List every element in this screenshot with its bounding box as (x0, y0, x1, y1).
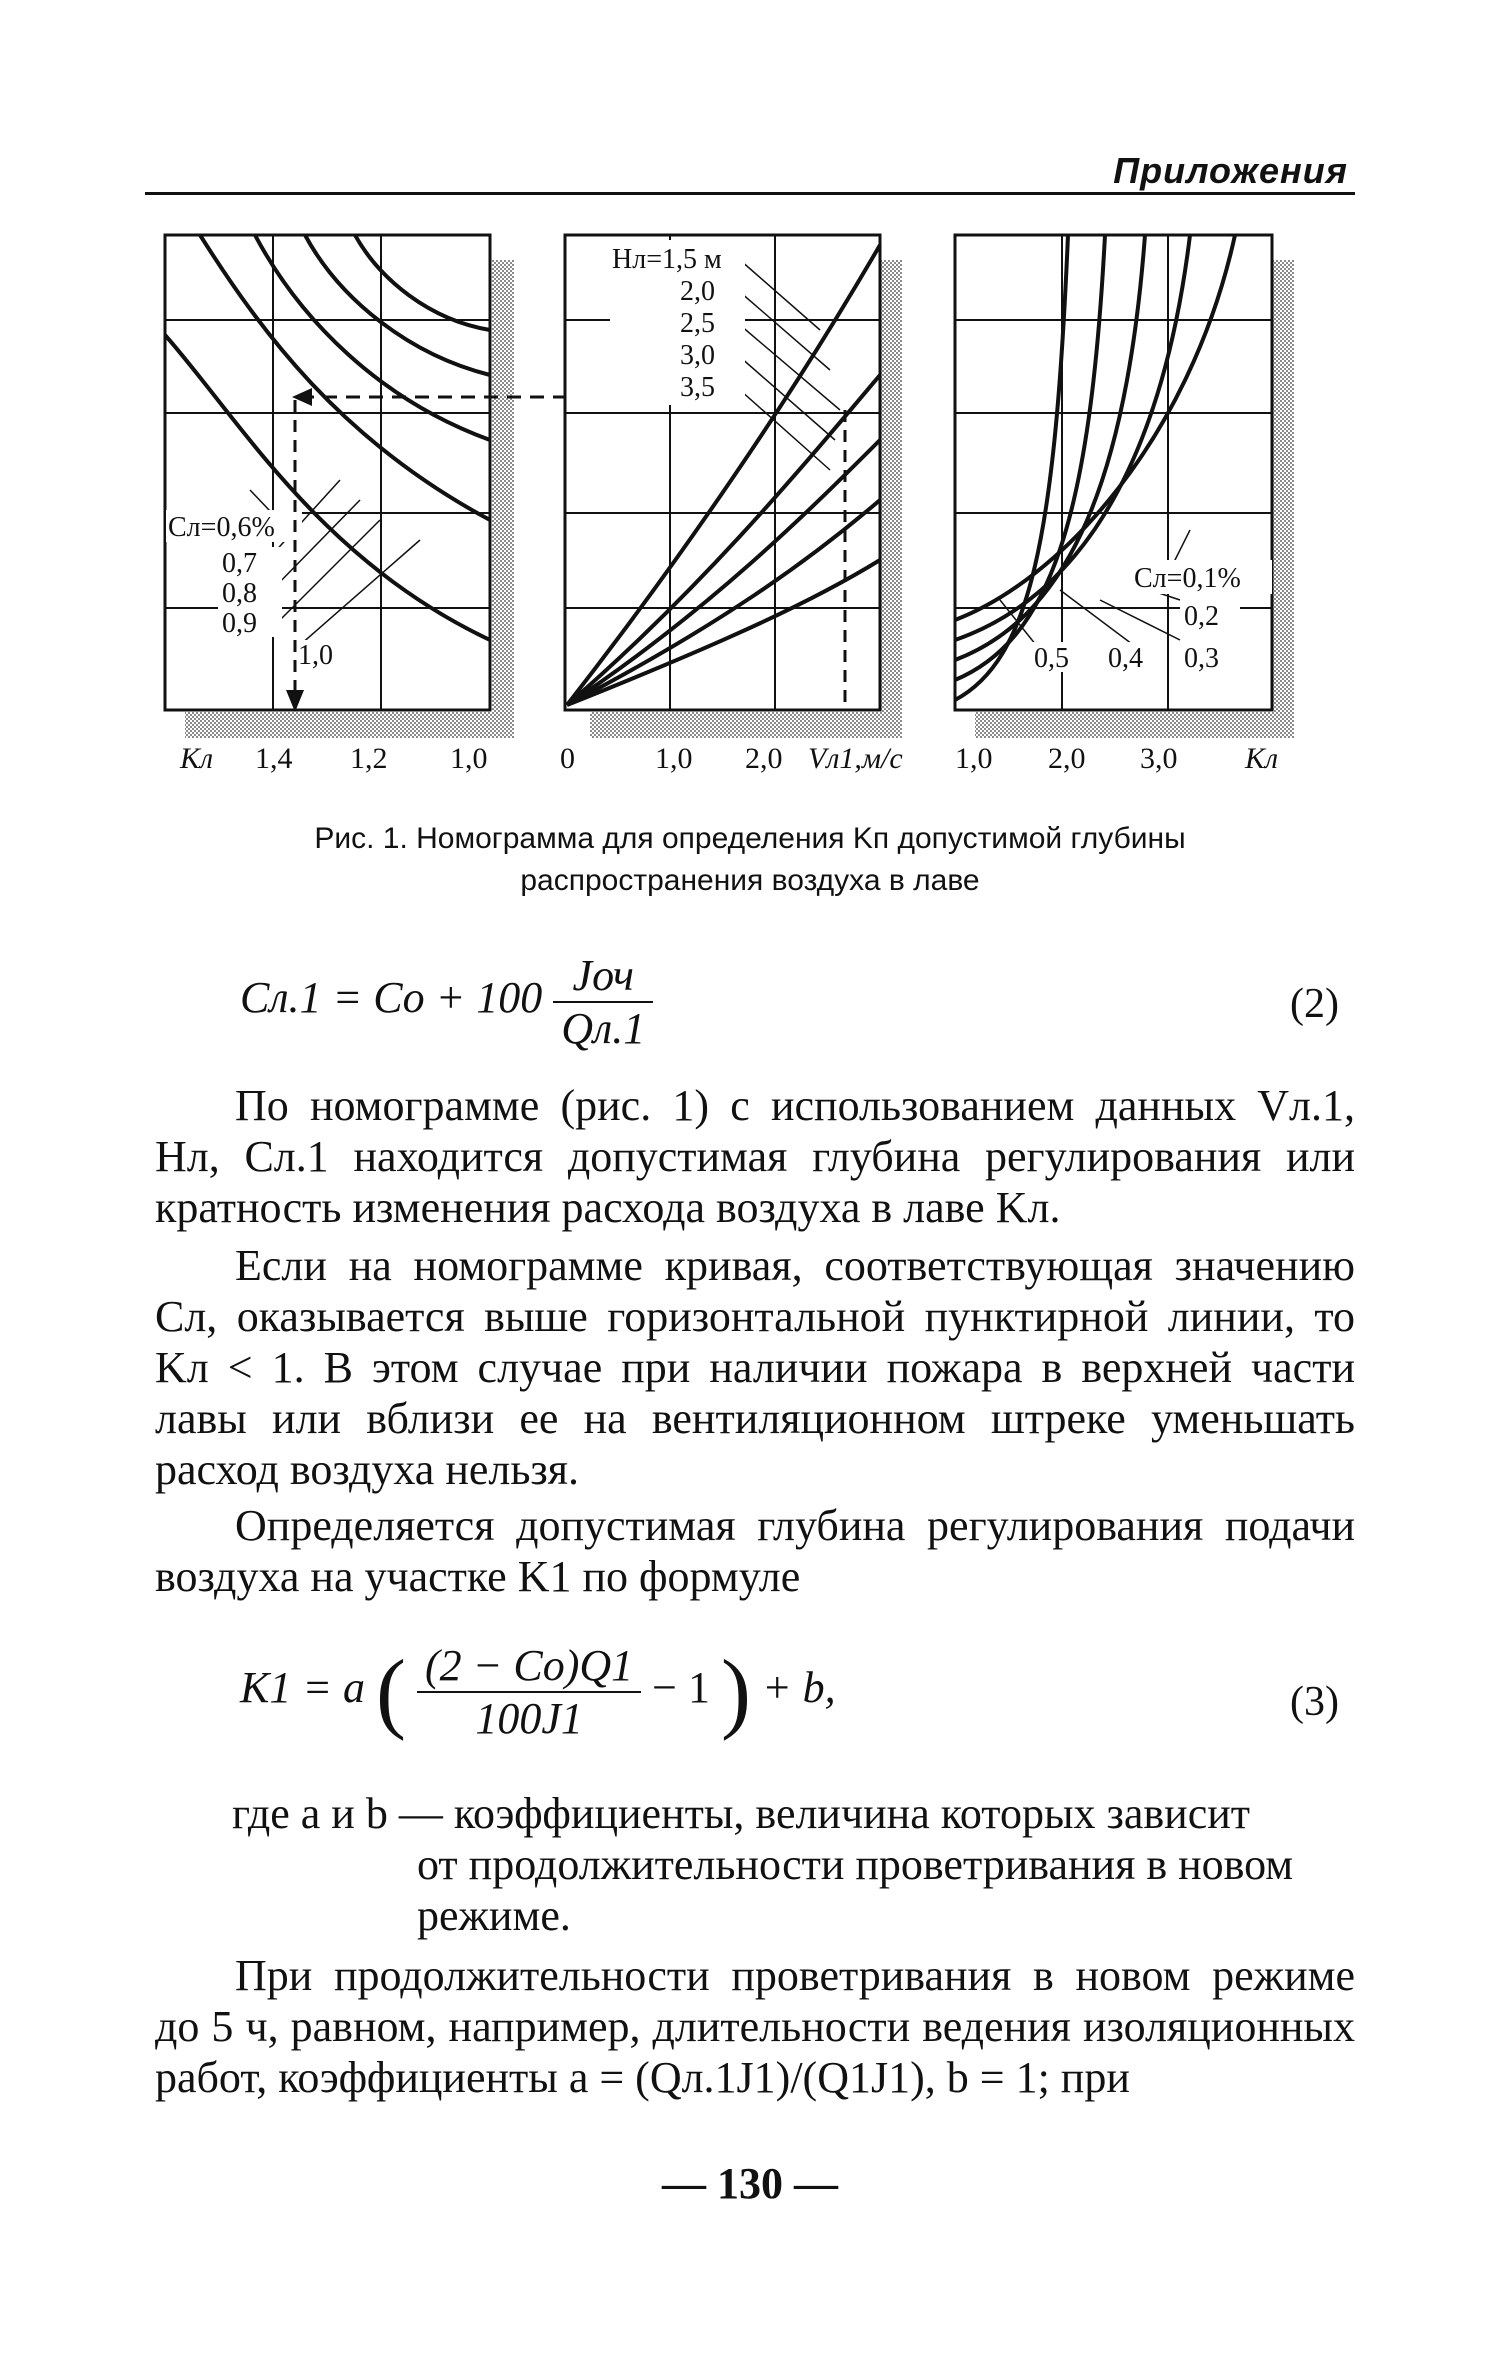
formula-3-fraction (417, 1640, 641, 1744)
mid-label-h-1.5: Hл=1,5 м (612, 244, 722, 275)
left-axis-k: Kл (180, 742, 214, 775)
left-label-0.8: 0,8 (222, 578, 257, 609)
right-axis-k: Kл (1245, 742, 1279, 775)
mid-label-3.5: 3,5 (680, 372, 715, 403)
mid-tick-0: 0 (560, 742, 575, 775)
where-block (232, 1788, 1357, 1941)
nomogram-figure (0, 0, 1500, 800)
paragraph-2: Если на номограмме кривая, соответствующая значению Cл, оказывается выше горизонтальной пунктирной линии, то Kл < 1. В этом случае при наличии пожара в верхней части лавы или вблизи ее на вентиляционном штреке уменьшать расход воздуха нельзя. (155, 1241, 1355, 1494)
mid-tick-1.0: 1,0 (655, 742, 693, 775)
mid-label-2.0: 2,0 (680, 276, 715, 307)
paragraph-1: По номограмме (рис. 1) с использованием данных Vл.1, Hл, Cл.1 находится допустимая глубина регулирования или кратность изменения расхода воздуха в лаве Kл. (155, 1081, 1355, 1232)
page-number: — 130 — (662, 2159, 838, 2208)
formula-2-den: Qл.1 (561, 1004, 646, 1053)
left-tick-1.0: 1,0 (450, 742, 488, 775)
caption-line-1: Рис. 1. Номограмма для определения Kп допустимой глубины (314, 822, 1186, 855)
left-label-0.7: 0,7 (222, 548, 257, 579)
mid-panel-shadow-side (880, 260, 902, 738)
formula-2-number: (2) (1290, 981, 1339, 1027)
left-tick-1.2: 1,2 (350, 742, 388, 775)
formula-3-number: (3) (1290, 1679, 1339, 1725)
formula-3-tail: − 1 (652, 1663, 710, 1713)
left-label-cl-0.6: Cл=0,6% (168, 512, 275, 543)
paragraph-4: При продолжительности проветривания в новом режиме до 5 ч, равном, например, длительности ведения изоляционных работ, коэффициенты a = (Qл.1J1)/(Q1J1), b = 1; при (155, 1951, 1355, 2102)
left-tick-1.4: 1,4 (255, 742, 293, 775)
mid-label-2.5: 2,5 (680, 308, 715, 339)
right-label-0.2: 0,2 (1184, 601, 1219, 632)
formula-2-fraction (553, 950, 653, 1054)
right-label-0.3: 0,3 (1184, 643, 1219, 674)
mid-axis-v: Vл1,м/с (808, 742, 903, 775)
middle-panel (565, 235, 880, 710)
formula-3-den: 100J1 (475, 1694, 583, 1743)
formula-3-num: (2 − Co)Q1 (417, 1640, 641, 1693)
formula-3: K1 = a ( $\frac{(2 - Co)Q1}{100J1}$ − 1 ) + b, (240, 1641, 836, 1743)
right-panel-shadow-side (1272, 260, 1294, 738)
left-panel (165, 235, 490, 712)
formula-2 (240, 950, 653, 1054)
formula-2-lhs: Cл.1 = Co + 100 (240, 973, 543, 1023)
right-panel-shadow (975, 712, 1293, 738)
figure-caption (150, 818, 1350, 902)
mid-panel-shadow (590, 712, 900, 738)
formula-3-rhs: + b, (761, 1663, 836, 1713)
right-label-0.5: 0,5 (1034, 643, 1069, 674)
mid-tick-2.0: 2,0 (745, 742, 783, 775)
right-label-cl-0.1: Cл=0,1% (1134, 563, 1241, 594)
formula-3-lhs: K1 = a (240, 1663, 366, 1713)
left-label-1.0: 1,0 (298, 640, 333, 671)
right-panel (955, 235, 1272, 710)
right-label-0.4: 0,4 (1108, 643, 1143, 674)
mid-label-3.0: 3,0 (680, 340, 715, 371)
left-label-0.9: 0,9 (222, 608, 257, 639)
formula-2-num: Jоч (553, 950, 653, 1003)
section-header: Приложения (1113, 150, 1348, 191)
right-tick-2.0: 2,0 (1048, 742, 1086, 775)
left-panel-shadow-side (492, 260, 514, 738)
where-line: где a и b — коэффициенты, величина которых зависит (232, 1789, 1251, 1838)
left-panel-shadow (185, 712, 513, 738)
right-tick-3.0: 3,0 (1140, 742, 1178, 775)
paragraph-3: Определяется допустимая глубина регулирования подачи воздуха на участке K1 по формуле (155, 1501, 1355, 1601)
caption-line-2: распространения воздуха в лаве (520, 864, 980, 897)
where-continuation: от продолжительности проветривания в новом режиме. (417, 1840, 1294, 1940)
right-tick-1.0: 1,0 (955, 742, 993, 775)
